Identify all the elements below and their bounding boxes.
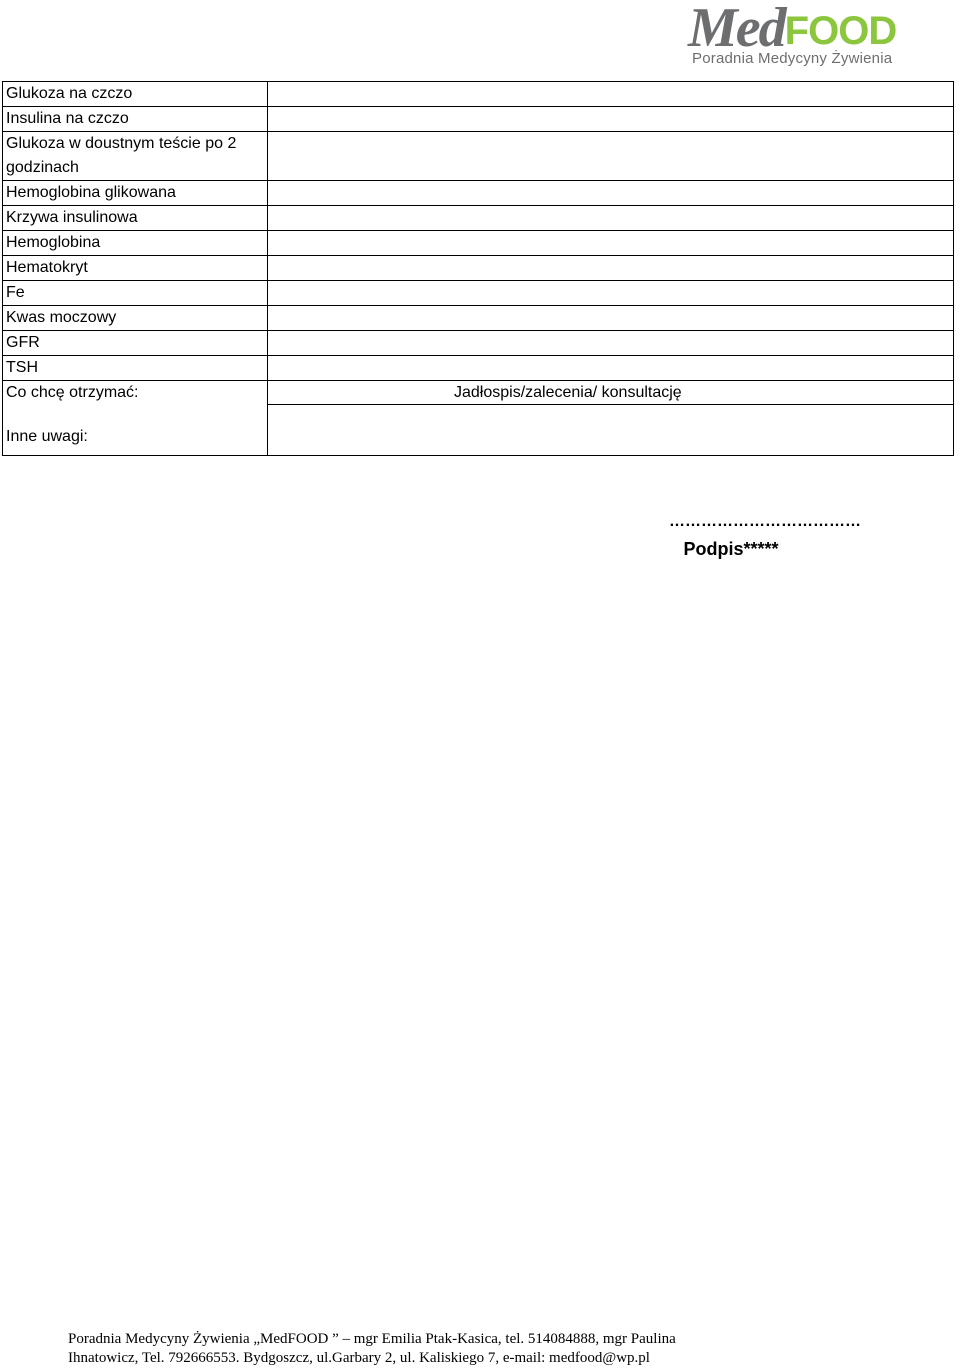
value-field-gfr[interactable] bbox=[268, 331, 953, 355]
medfood-logo bbox=[688, 2, 956, 68]
notes-field[interactable] bbox=[268, 405, 953, 455]
row-label-tsh: TSH bbox=[3, 356, 268, 380]
table-row bbox=[2, 355, 954, 380]
lab-results-table bbox=[2, 81, 954, 456]
signature-line[interactable]: ……………………………… bbox=[669, 513, 861, 530]
logo-med-text: Med bbox=[688, 0, 785, 59]
value-field-kwas-moczowy[interactable] bbox=[268, 306, 953, 330]
row-label-glukoza-ogtt: Glukoza w doustnym teście po 2 godzinach bbox=[3, 132, 268, 180]
notes-label: Inne uwagi: bbox=[3, 405, 268, 455]
value-field-hemoglobina-glikowana[interactable] bbox=[268, 181, 953, 205]
row-label-hemoglobina: Hemoglobina bbox=[3, 231, 268, 255]
choice-row bbox=[2, 380, 954, 405]
table-row bbox=[2, 330, 954, 355]
signature-label: Podpis***** bbox=[683, 539, 779, 559]
value-field-tsh[interactable] bbox=[268, 356, 953, 380]
logo-food-text: FOOD bbox=[784, 9, 897, 53]
row-label-hematokryt: Hematokryt bbox=[3, 256, 268, 280]
row-label-glukoza-na-czczo: Glukoza na czczo bbox=[3, 82, 268, 106]
choice-field[interactable] bbox=[268, 381, 953, 405]
choice-options-text[interactable]: Jadłospis/zalecenia/ konsultację bbox=[454, 384, 682, 401]
table-row bbox=[2, 305, 954, 330]
value-field-glukoza-na-czczo[interactable] bbox=[268, 82, 953, 106]
choice-label: Co chcę otrzymać: bbox=[3, 381, 268, 405]
value-field-hematokryt[interactable] bbox=[268, 256, 953, 280]
value-field-hemoglobina[interactable] bbox=[268, 231, 953, 255]
value-field-glukoza-ogtt[interactable] bbox=[268, 132, 953, 180]
row-label-krzywa-insulinowa: Krzywa insulinowa bbox=[3, 206, 268, 230]
table-row bbox=[2, 106, 954, 131]
row-label-kwas-moczowy: Kwas moczowy bbox=[3, 306, 268, 330]
value-field-fe[interactable] bbox=[268, 281, 953, 305]
footer-line-1: Poradnia Medycyny Żywienia „MedFOOD ” – mgr Emilia Ptak-Kasica, tel. 514084888, mgr Paulina bbox=[68, 1331, 676, 1347]
table-row bbox=[2, 205, 954, 230]
table-row bbox=[2, 180, 954, 205]
signature-block bbox=[660, 514, 920, 562]
table-row bbox=[2, 280, 954, 305]
logo-subtitle: Poradnia Medycyny Żywienia bbox=[692, 50, 893, 67]
notes-row bbox=[2, 405, 954, 456]
value-field-insulina-na-czczo[interactable] bbox=[268, 107, 953, 131]
table-row bbox=[2, 255, 954, 280]
row-label-fe: Fe bbox=[3, 281, 268, 305]
page-footer bbox=[68, 1330, 858, 1368]
row-label-hemoglobina-glikowana: Hemoglobina glikowana bbox=[3, 181, 268, 205]
table-row bbox=[2, 230, 954, 255]
value-field-krzywa-insulinowa[interactable] bbox=[268, 206, 953, 230]
row-label-gfr: GFR bbox=[3, 331, 268, 355]
table-row bbox=[2, 131, 954, 180]
footer-line-2: Ihnatowicz, Tel. 792666553. Bydgoszcz, ul.Garbary 2, ul. Kaliskiego 7, e-mail: medfood@wp.pl bbox=[68, 1350, 650, 1366]
table-row bbox=[2, 81, 954, 106]
row-label-insulina-na-czczo: Insulina na czczo bbox=[3, 107, 268, 131]
